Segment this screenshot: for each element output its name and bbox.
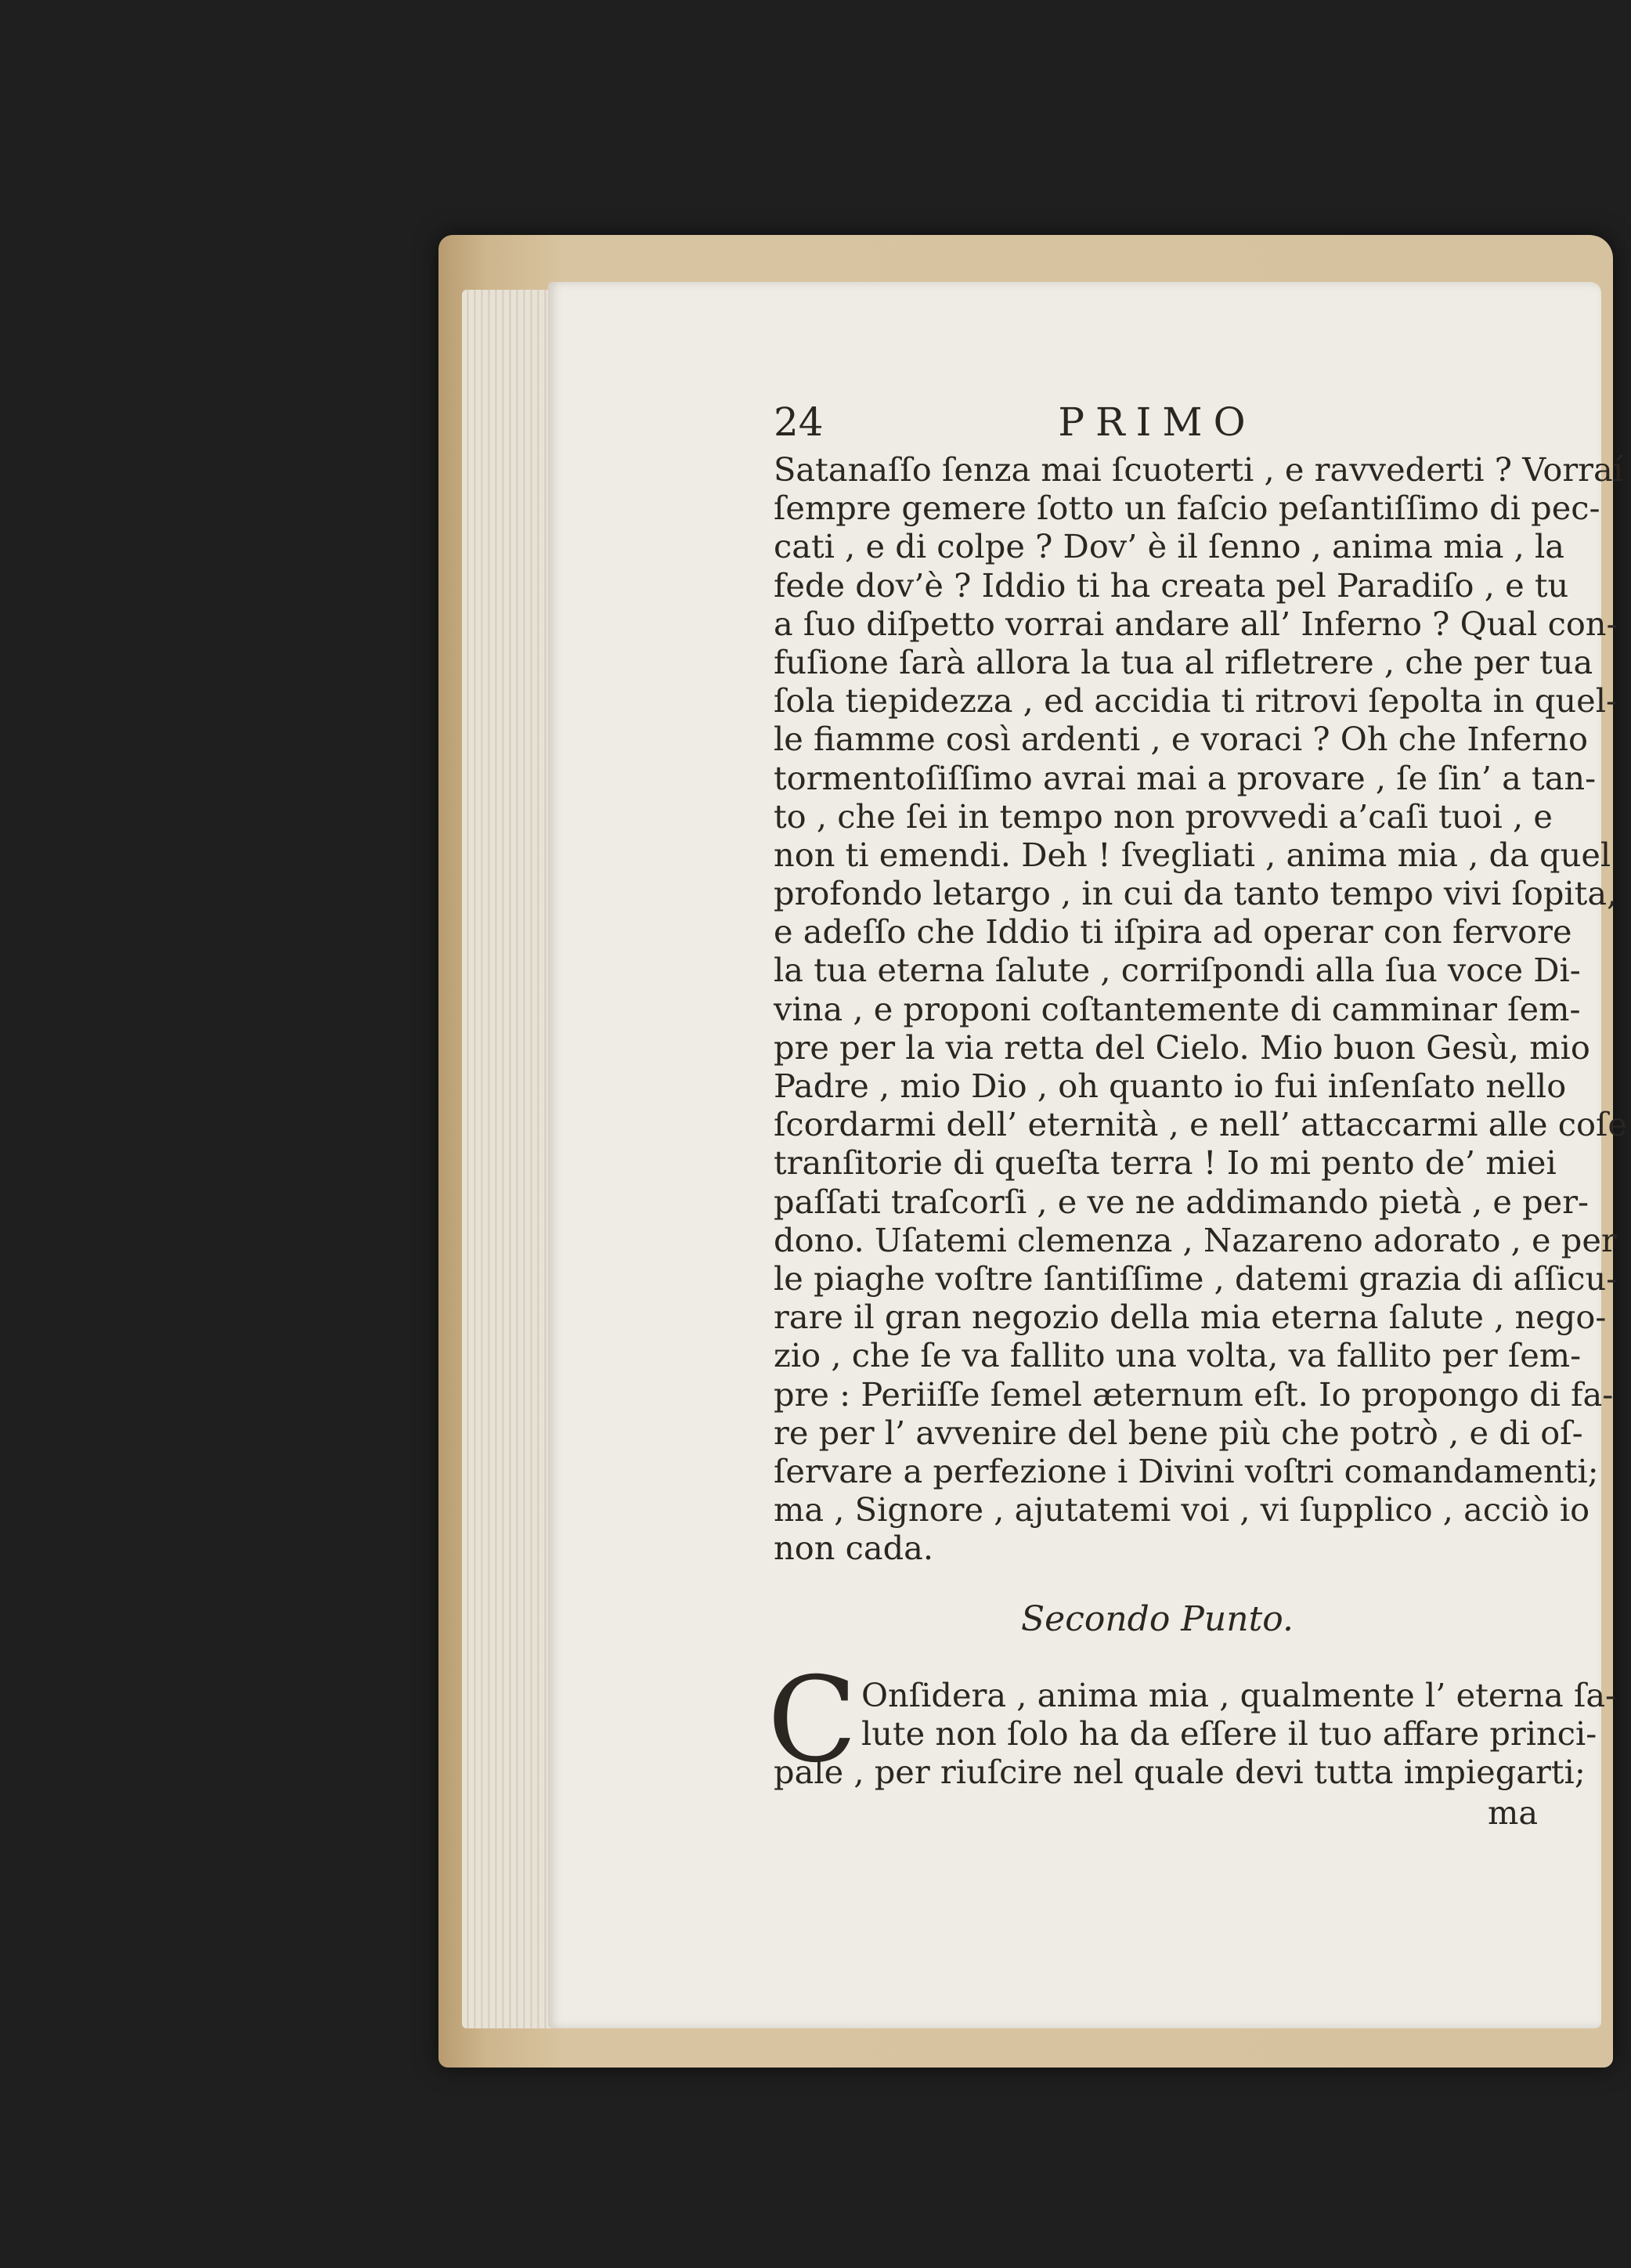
- text-line: pale , per riuſcire nel quale devi tutta impiegarti;: [774, 1753, 1586, 1791]
- text-line: non cada.: [774, 1529, 934, 1568]
- paragraph-continuation: [774, 1753, 1586, 1791]
- text-line: Satanaſſo ſenza mai ſcuoterti , e ravvederti ? Vorraí: [774, 450, 1624, 489]
- running-title: PRIMO: [1058, 399, 1257, 445]
- text-line: ſervare a perfezione i Divini voſtri comandamenti;: [774, 1451, 1599, 1490]
- text-line: rare il gran negozio della mia eterna ſalute , nego-: [774, 1298, 1607, 1337]
- drop-cap: C: [767, 1652, 857, 1789]
- text-line: Padre , mio Dio , oh quanto io fui inſenſato nello: [774, 1067, 1567, 1105]
- section-heading: Secondo Punto.: [1021, 1599, 1294, 1639]
- text-line: re per l’ avvenire del bene più che potrò , e di oſ-: [774, 1413, 1583, 1452]
- body-text: [774, 450, 1627, 1568]
- text-line: ſcordarmi dell’ eternità , e nell’ attaccarmi alle coſe: [774, 1105, 1627, 1144]
- catchword: ma: [1488, 1793, 1539, 1832]
- text-line: dono. Uſatemi clemenza , Nazareno adorato , e per: [774, 1220, 1617, 1259]
- text-line: zio , che ſe va fallito una volta, va fallito per ſem-: [774, 1336, 1582, 1375]
- text-line: lute non ſolo ha da eſſere il tuo affare princi-: [861, 1714, 1597, 1753]
- text-line: vina , e proponi coſtantemente di camminar ſem-: [774, 989, 1581, 1028]
- text-line: cati , e di colpe ? Dov’ è il ſenno , anima mia , la: [774, 527, 1565, 566]
- page-header: [774, 399, 1541, 454]
- text-line: Onſidera , anima mia , qualmente l’ eterna ſa-: [861, 1676, 1617, 1714]
- text-line: non ti emendi. Deh ! ſvegliati , anima mia , da quel: [774, 835, 1611, 874]
- text-line: fuſione ſarà allora la tua al rifletrere , che per tua: [774, 642, 1593, 681]
- text-line: le fiamme così ardenti , e voraci ? Oh che Inferno: [774, 720, 1589, 759]
- text-line: le piaghe voſtre ſantiſſime , datemi grazia di aſſicu-: [774, 1259, 1618, 1298]
- text-line: fede dov’è ? Iddio ti ha creata pel Paradiſo , e tu: [774, 565, 1569, 605]
- text-line: to , che ſei in tempo non provvedi a’caſi tuoi , e: [774, 796, 1553, 836]
- text-line: ſempre gemere ſotto un faſcio peſantiſſimo di pec-: [774, 489, 1600, 528]
- text-line: profondo letargo , in cui da tanto tempo vivi ſopita,: [774, 874, 1618, 913]
- text-line: tormentoſiſſimo avrai mai a provare , ſe ſin’ a tan-: [774, 758, 1597, 797]
- text-line: e adeſſo che Iddio ti iſpira ad operar con fervore: [774, 912, 1572, 952]
- page-number: 24: [774, 399, 824, 445]
- text-line: ma , Signore , ajutatemi voi , vi ſupplico , acciò io: [774, 1490, 1590, 1529]
- text-line: pre : Periiſſe ſemel æternum eſt. Io propongo di fa-: [774, 1374, 1614, 1414]
- text-line: paſſati traſcorſi , e ve ne addimando pietà , e per-: [774, 1182, 1590, 1221]
- paragraph-indented: [861, 1676, 1617, 1753]
- text-line: pre per la via retta del Cielo. Mio buon Gesù, mio: [774, 1027, 1590, 1067]
- text-line: la tua eterna ſalute , corriſpondi alla ſua voce Di-: [774, 951, 1581, 990]
- text-line: a ſuo diſpetto vorrai andare all’ Inferno ? Qual con-: [774, 604, 1618, 643]
- text-line: ſola tiepidezza , ed accidia ti ritrovi ſepolta in quel-: [774, 681, 1618, 720]
- text-line: tranſitorie di queſta terra ! Io mi pento de’ miei: [774, 1143, 1557, 1183]
